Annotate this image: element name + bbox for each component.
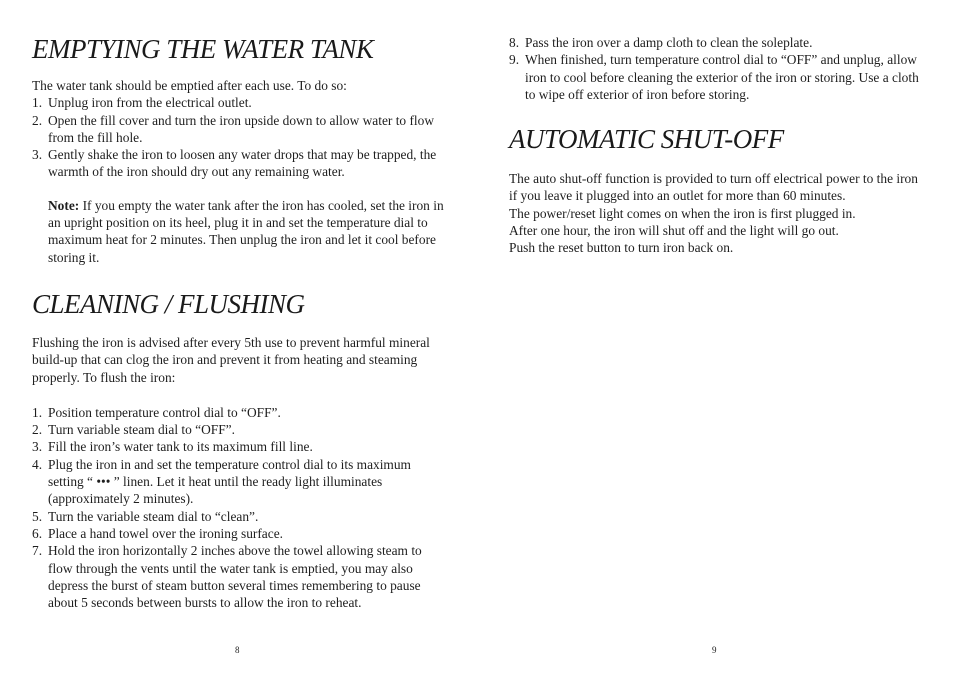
note-label: Note: <box>48 197 80 213</box>
emptying-intro: The water tank should be emptied after each use. To do so: <box>32 78 347 93</box>
list-item: 9. When finished, turn temperature control dial to “OFF” and unplug, allow iron to cool before cleaning the exterior of the iron or storing. Use a cloth to wipe off exterior of iron before storing. <box>509 52 919 102</box>
heading-automatic-shut-off: AUTOMATIC SHUT-OFF <box>509 124 784 155</box>
list-item: 1. Position temperature control dial to “OFF”. <box>32 404 281 420</box>
shutoff-reset-text: Push the reset button to turn iron back on. <box>509 240 734 256</box>
right-page <box>509 0 921 257</box>
list-item: 1. Unplug iron from the electrical outlet. <box>32 95 252 111</box>
list-item: 2. Turn variable steam dial to “OFF”. <box>32 422 235 438</box>
heading-emptying-water-tank: EMPTYING THE WATER TANK <box>32 34 374 64</box>
shutoff-power-light-text: The power/reset light comes on when the iron is first plugged in. <box>509 205 856 221</box>
page-number-left: 8 <box>235 645 240 655</box>
list-item: 7. Hold the iron horizontally 2 inches above the towel allowing steam to flow through the vents until the water tank is emptied, you may also depress the burst of steam button several times remembering to pause about 5 seconds between bursts to allow the iron to reheat. <box>32 543 422 611</box>
left-page <box>32 0 447 611</box>
cleaning-steps-continued-list <box>509 34 921 103</box>
list-item: 3. Fill the iron’s water tank to its maximum fill line. <box>32 439 313 455</box>
note-text: If you empty the water tank after the iron has cooled, set the iron in an upright position on its heel, plug it in and set the temperature dial to maximum heat for 2 minutes. Then unplug the iron and let it cool before storing it. <box>48 197 444 265</box>
list-item: 5. Turn the variable steam dial to “clean”. <box>32 508 259 524</box>
emptying-steps-list <box>32 94 447 180</box>
list-item: 3. Gently shake the iron to loosen any water drops that may be trapped, the warmth of the iron should dry out any remaining water. <box>32 147 437 180</box>
shutoff-paragraph: The auto shut-off function is provided to turn off electrical power to the iron if you leave it plugged into an outlet for more than 60 minutes. <box>509 171 918 204</box>
list-item: 2. Open the fill cover and turn the iron upside down to allow water to flow from the fill hole. <box>32 112 435 145</box>
cleaning-intro: Flushing the iron is advised after every 5th use to prevent harmful mineral build-up that can clog the iron and prevent it from heating and steaming properly. To flush the iron: <box>32 334 430 385</box>
list-item: 8. Pass the iron over a damp cloth to clean the soleplate. <box>509 35 813 50</box>
note-paragraph <box>32 197 447 266</box>
shutoff-after-hour-text: After one hour, the iron will shut off and the light will go out. <box>509 223 839 239</box>
page-number-right: 9 <box>712 645 717 655</box>
cleaning-steps-list <box>32 404 447 612</box>
heading-cleaning-flushing: CLEANING / FLUSHING <box>32 288 305 319</box>
list-item: 4. Plug the iron in and set the temperature control dial to its maximum setting “ ••• ” linen. Let it heat until the ready light illuminates (approximately 2 minutes). <box>32 456 411 507</box>
list-item: 6. Place a hand towel over the ironing surface. <box>32 525 283 541</box>
